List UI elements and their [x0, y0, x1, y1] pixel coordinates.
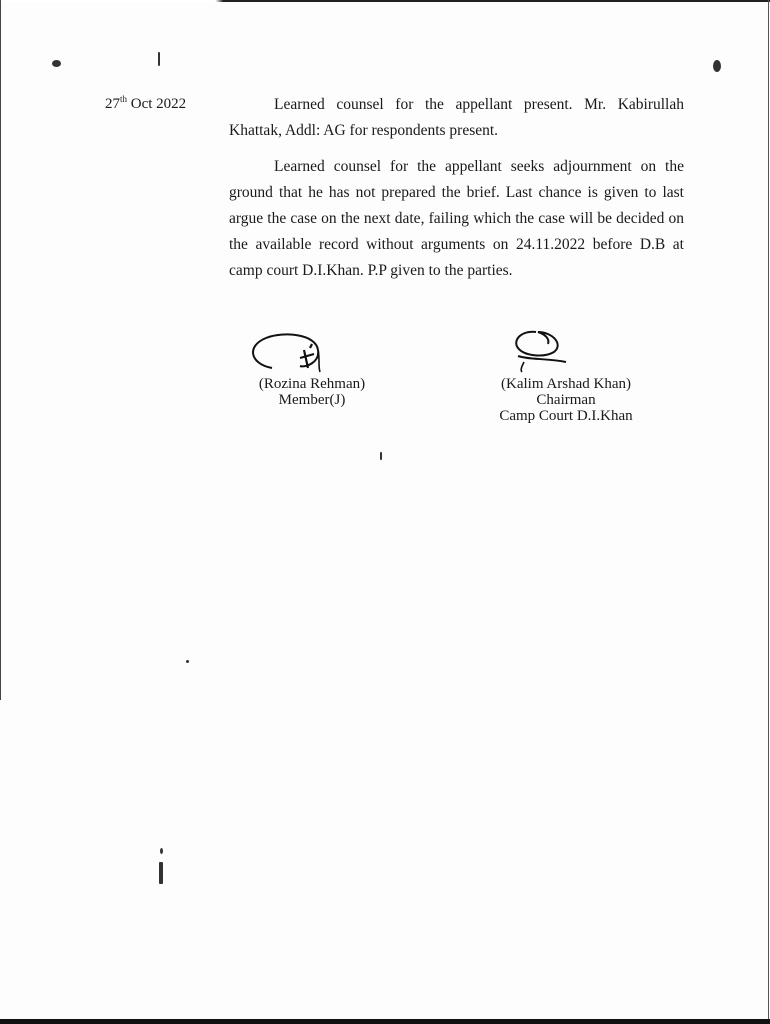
signatory-right: [476, 376, 656, 424]
scan-edge-top: [0, 0, 770, 2]
signatory-name: (Kalim Arshad Khan): [501, 376, 631, 392]
scan-speck: [159, 862, 163, 884]
signatory-left: [232, 376, 392, 408]
order-date: [105, 94, 186, 113]
date-month-year: Oct 2022: [127, 96, 187, 112]
signatory-location: Camp Court D.I.Khan: [499, 408, 633, 424]
signature-rozina-rehman: [246, 328, 336, 378]
signatory-name: (Rozina Rehman): [258, 376, 366, 392]
signatory-designation: Member(J): [278, 392, 346, 408]
scan-edge-right: [768, 0, 769, 1024]
scan-speck: [380, 452, 382, 460]
signature-kalim-arshad-khan: [508, 326, 578, 376]
scan-edge-bottom: [0, 1019, 770, 1024]
signatory-designation: Chairman: [536, 392, 596, 408]
order-paragraph-2: Learned counsel for the appellant seeks adjournment on the ground that he has not prepared the brief. Last chance is given to last argue the case on the next date, failing which the case will be decided on the available record without arguments on 24.11.2022 before D.B at camp court D.I.Khan. P.P given to the parties.: [229, 158, 684, 279]
date-suffix: th: [120, 94, 128, 104]
scan-speck: [158, 52, 160, 66]
scan-edge-left: [0, 0, 1, 700]
date-day: 27: [105, 96, 120, 112]
scan-speck: [52, 60, 61, 67]
scan-speck: [713, 60, 721, 72]
scan-speck: [186, 660, 189, 663]
scan-speck: [160, 848, 163, 854]
order-paragraph-1: Learned counsel for the appellant present. Mr. Kabirullah Khattak, Addl: AG for respondents present.: [229, 96, 684, 139]
